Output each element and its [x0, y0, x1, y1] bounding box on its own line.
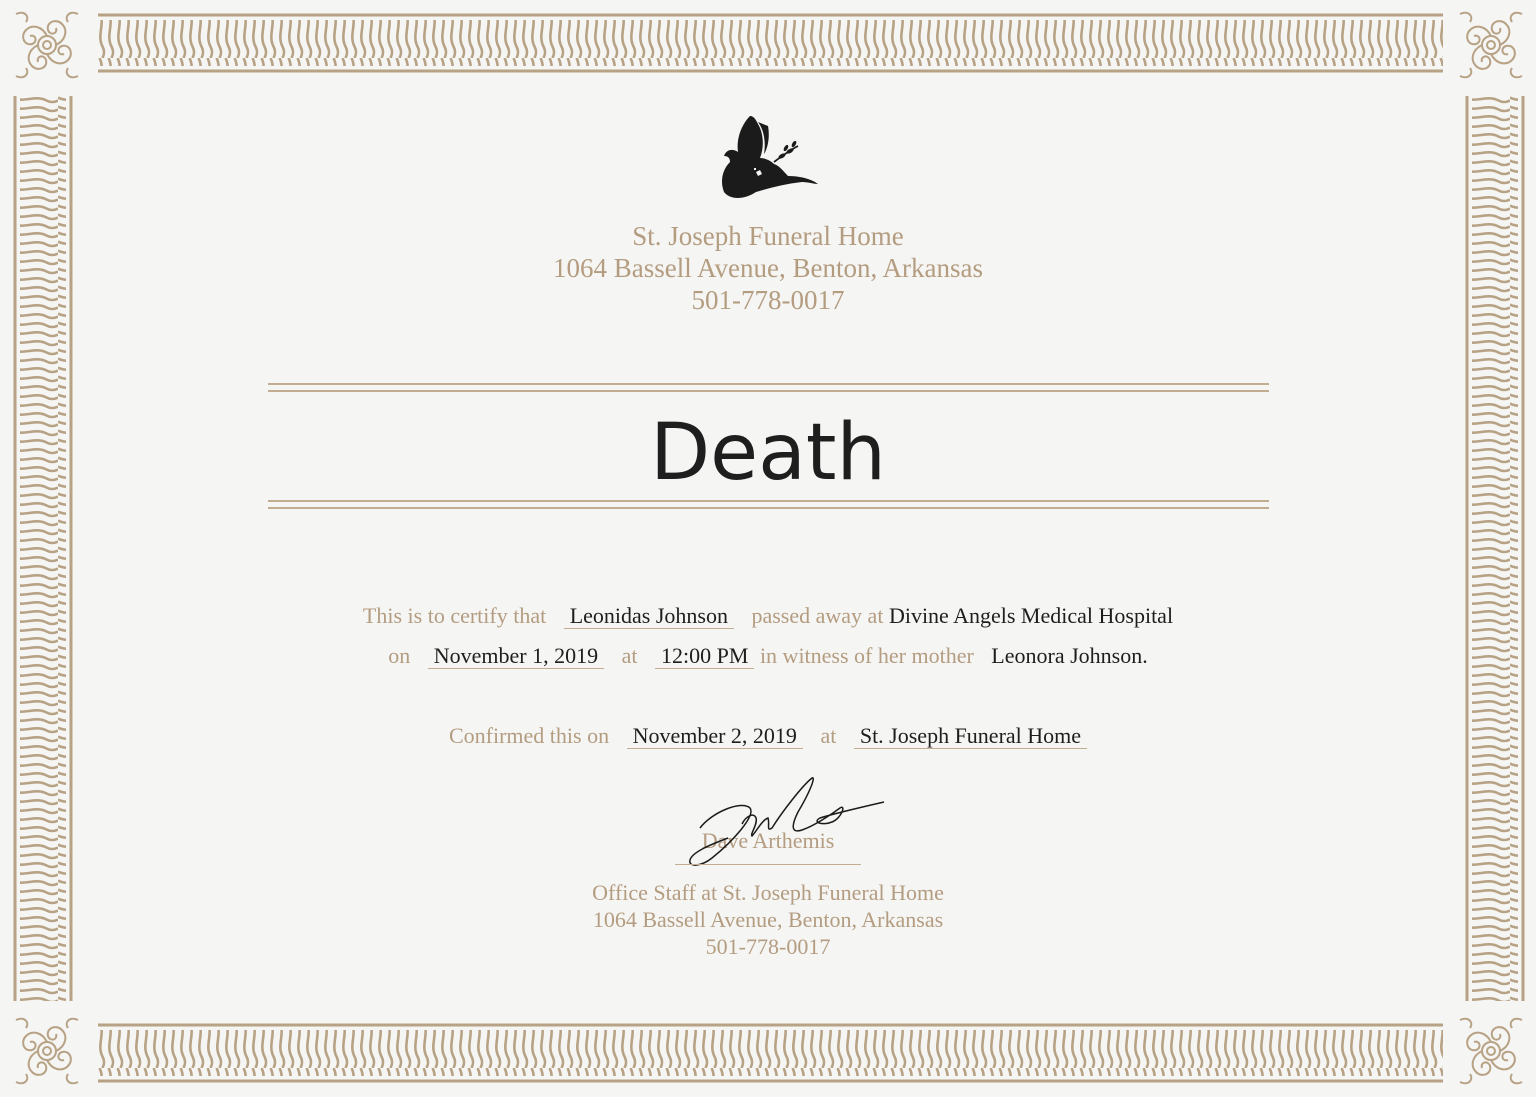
passed-away-label: passed away at	[751, 603, 884, 628]
corner-swirl-icon	[2, 0, 92, 90]
date-line	[0, 641, 1536, 671]
signatory-phone: 501-778-0017	[705, 934, 831, 959]
organization-header	[0, 220, 1536, 316]
bottom-border	[98, 1022, 1443, 1084]
time-of-death: 12:00 PM	[655, 644, 754, 669]
title-rule-top-inner	[268, 390, 1269, 392]
organization-name: St. Joseph Funeral Home	[632, 221, 904, 251]
corner-swirl-icon	[2, 1006, 92, 1096]
at-label: at	[820, 723, 837, 748]
certificate-title: Death	[650, 408, 886, 498]
place-of-death: Divine Angels Medical Hospital	[888, 603, 1174, 628]
title-rule-top-outer	[268, 383, 1269, 385]
on-label: on	[388, 643, 411, 668]
date-of-death: November 1, 2019	[428, 644, 604, 669]
signature-line	[675, 864, 861, 865]
top-border	[98, 12, 1443, 74]
witness-label: in witness of her mother	[759, 643, 974, 668]
corner-swirl-icon	[1446, 1006, 1536, 1096]
signature	[672, 772, 890, 872]
signatory-title: Office Staff at St. Joseph Funeral Home	[592, 880, 944, 905]
signatory-address: 1064 Bassell Avenue, Benton, Arkansas	[592, 907, 944, 932]
organization-phone: 501-778-0017	[691, 285, 845, 315]
dove-icon	[712, 112, 824, 204]
at-label: at	[621, 643, 638, 668]
title-rule-bottom-outer	[268, 507, 1269, 509]
witness-name: Leonora Johnson.	[991, 643, 1148, 668]
deceased-name: Leonidas Johnson	[564, 604, 734, 629]
corner-swirl-icon	[1446, 0, 1536, 90]
confirmed-label: Confirmed this on	[448, 723, 610, 748]
title-rule-bottom-inner	[268, 500, 1269, 502]
confirmation-date: November 2, 2019	[627, 724, 803, 749]
signatory-details	[0, 879, 1536, 960]
certify-prefix: This is to certify that	[362, 603, 547, 628]
certify-line	[0, 601, 1536, 631]
confirmation-location: St. Joseph Funeral Home	[854, 724, 1087, 749]
signatory-name: Dave Arthemis	[701, 828, 835, 853]
confirmation-line	[0, 721, 1536, 751]
organization-address: 1064 Bassell Avenue, Benton, Arkansas	[553, 253, 983, 283]
